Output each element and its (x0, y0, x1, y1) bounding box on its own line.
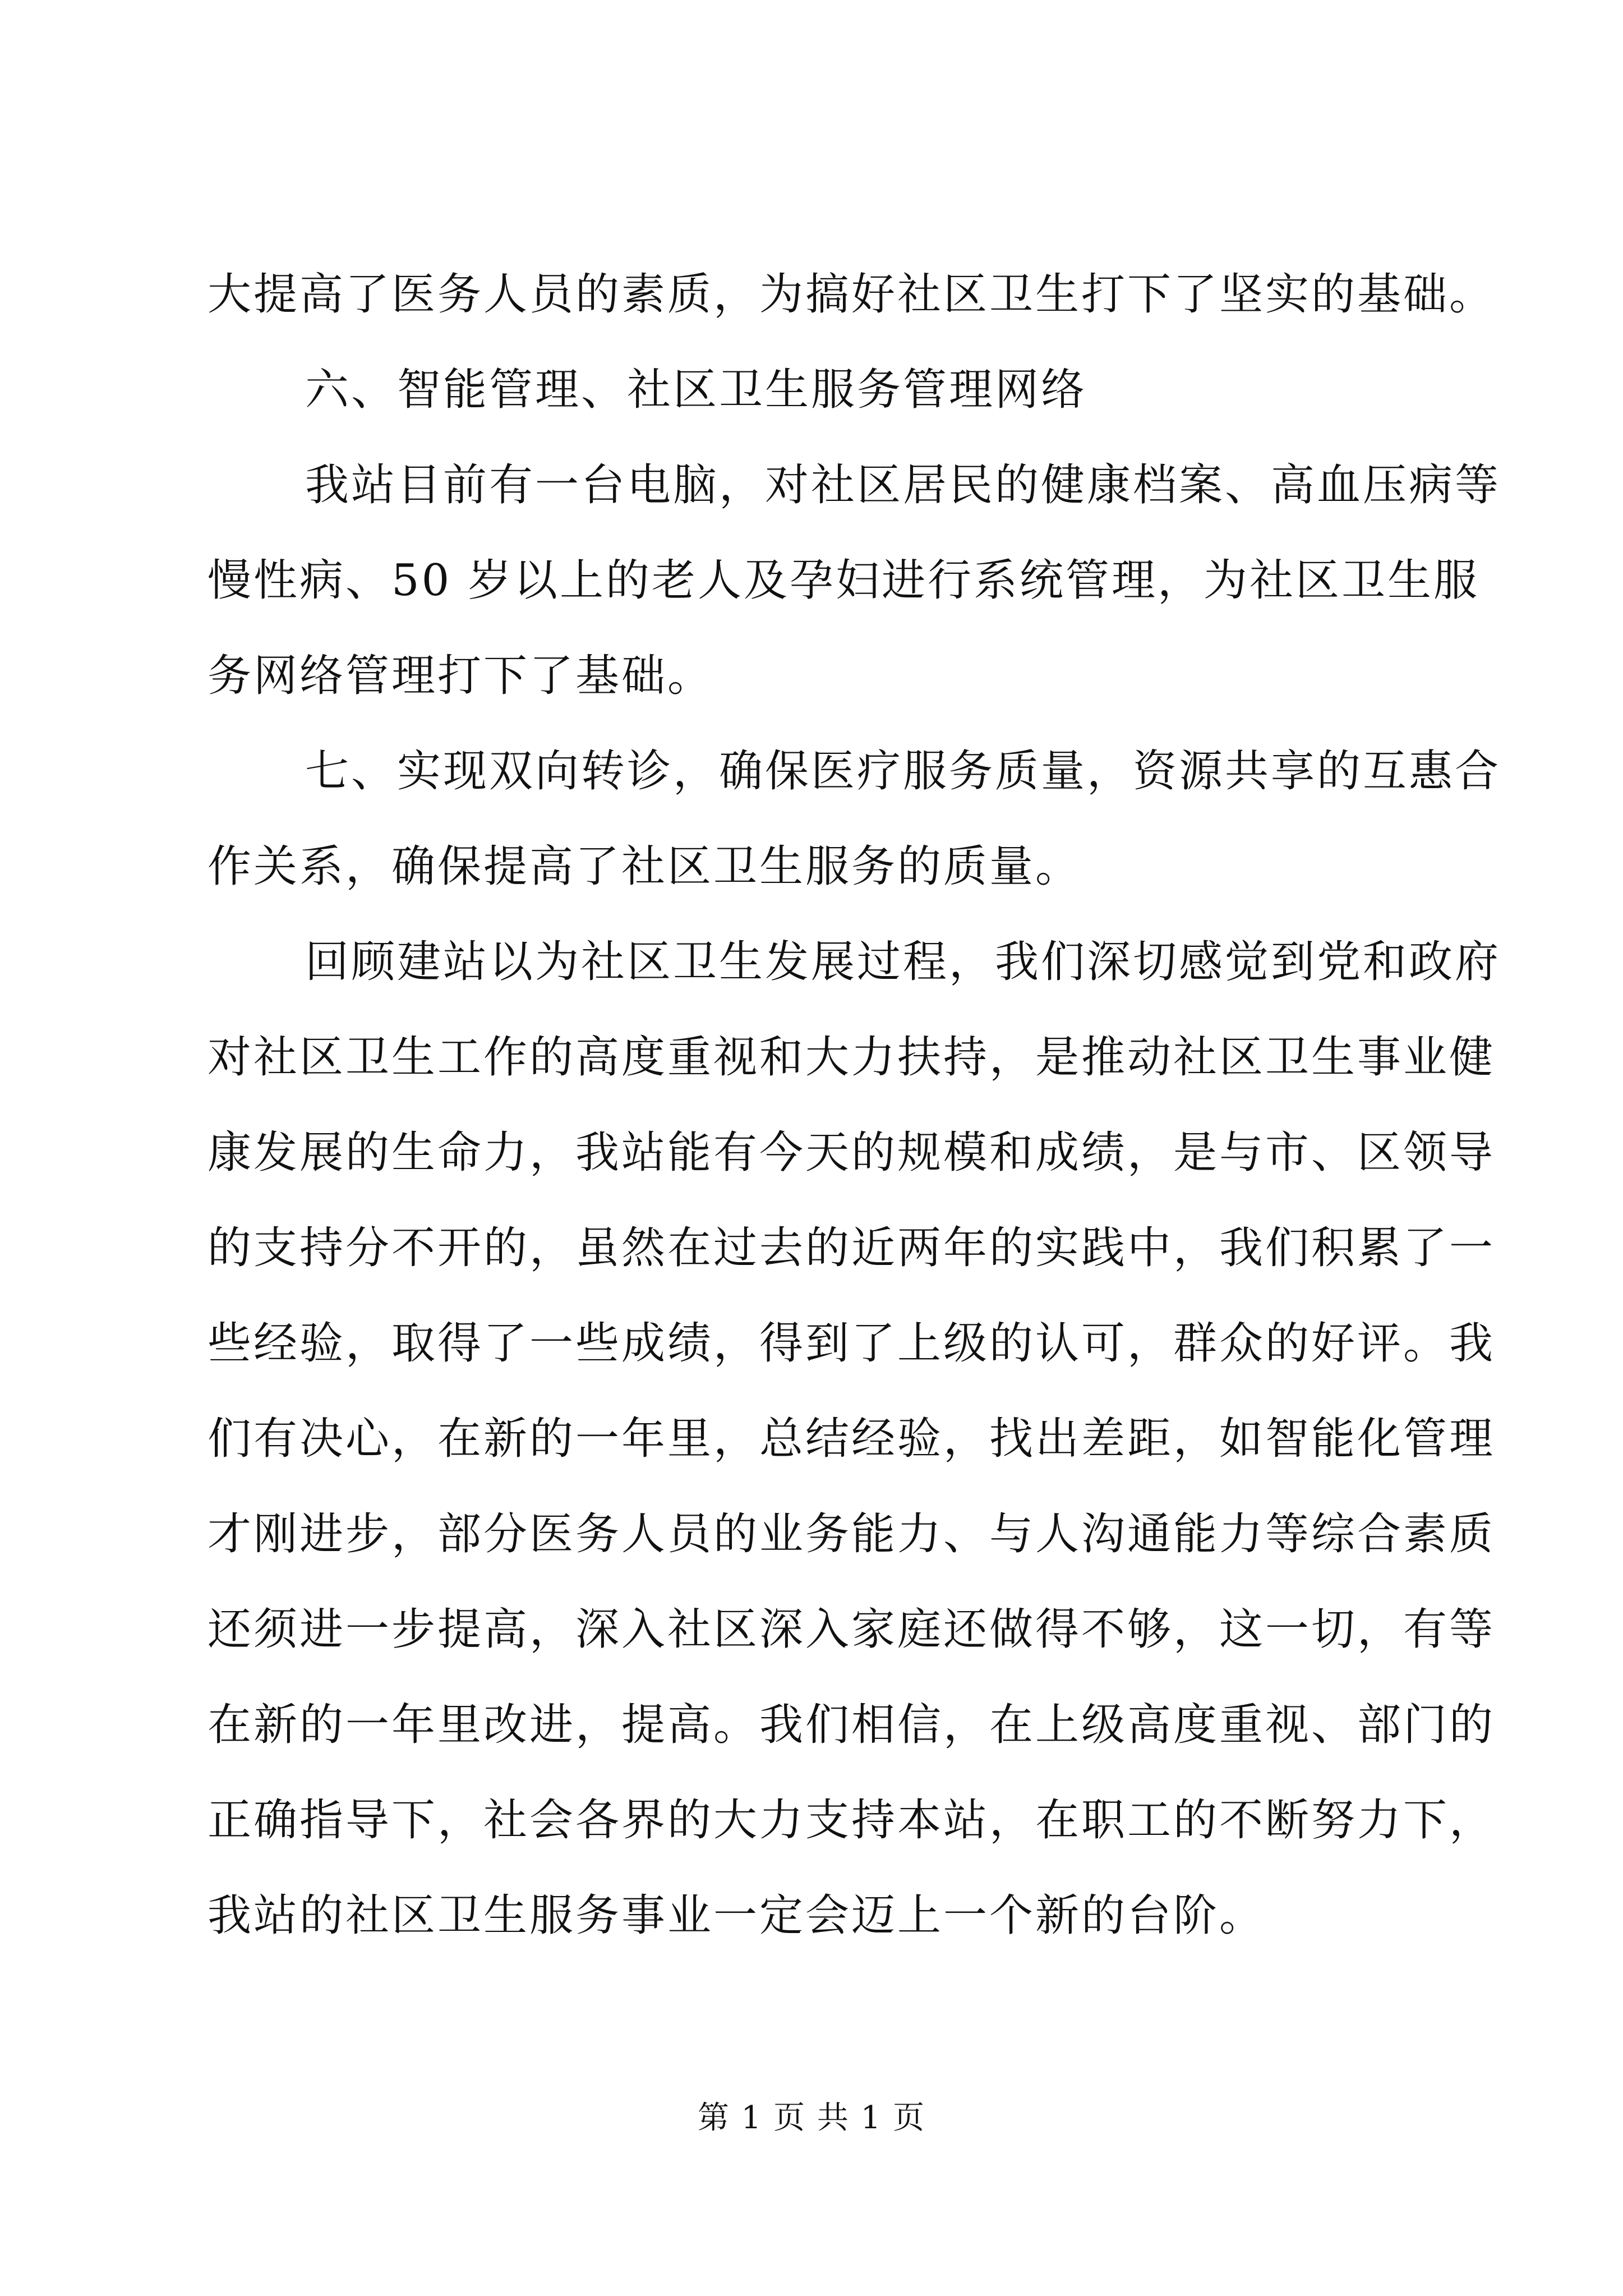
text-line: 慢性病、50 岁以上的老人及孕妇进行系统管理，为社区卫生服 (208, 555, 1480, 606)
document-body (208, 247, 1501, 1963)
text-line: 我站的社区卫生服务事业一定会迈上一个新的台阶。 (208, 1890, 1266, 1941)
text-line: 还须进一步提高，深入社区深入家庭还做得不够，这一切，有等 (208, 1604, 1496, 1655)
text-line: 在新的一年里改进，提高。我们相信，在上级高度重视、部门的 (208, 1700, 1496, 1750)
text-line: 些经验，取得了一些成绩，得到了上级的认可，群众的好评。我 (208, 1318, 1496, 1369)
text-line: 回顾建站以为社区卫生发展过程，我们深切感觉到党和政府 (305, 937, 1501, 987)
page-footer (0, 2096, 1623, 2141)
text-line: 对社区卫生工作的高度重视和大力扶持，是推动社区卫生事业健 (208, 1032, 1496, 1083)
text-line: 我站目前有一台电脑，对社区居民的健康档案、高血压病等 (305, 460, 1501, 510)
text-line: 们有决心，在新的一年里，总结经验，找出差距，如智能化管理 (208, 1414, 1496, 1464)
text-line: 康发展的生命力，我站能有今天的规模和成绩，是与市、区领导 (208, 1128, 1496, 1178)
section-heading-7: 七、实现双向转诊，确保医疗服务质量，资源共享的互惠合 (305, 746, 1501, 797)
section-heading-6: 六、智能管理、社区卫生服务管理网络 (305, 365, 1087, 415)
text-line: 作关系，确保提高了社区卫生服务的质量。 (208, 841, 1082, 892)
text-line: 才刚进步，部分医务人员的业务能力、与人沟通能力等综合素质 (208, 1509, 1496, 1559)
text-line: 大提高了医务人员的素质，为搞好社区卫生打下了坚实的基础。 (208, 269, 1496, 320)
text-line: 务网络管理打下了基础。 (208, 651, 714, 701)
page-number: 第 1 页 共 1 页 (697, 2100, 926, 2136)
text-line: 的支持分不开的，虽然在过去的近两年的实践中，我们积累了一 (208, 1223, 1496, 1273)
text-line: 正确指导下，社会各界的大力支持本站，在职工的不断努力下， (208, 1795, 1496, 1846)
